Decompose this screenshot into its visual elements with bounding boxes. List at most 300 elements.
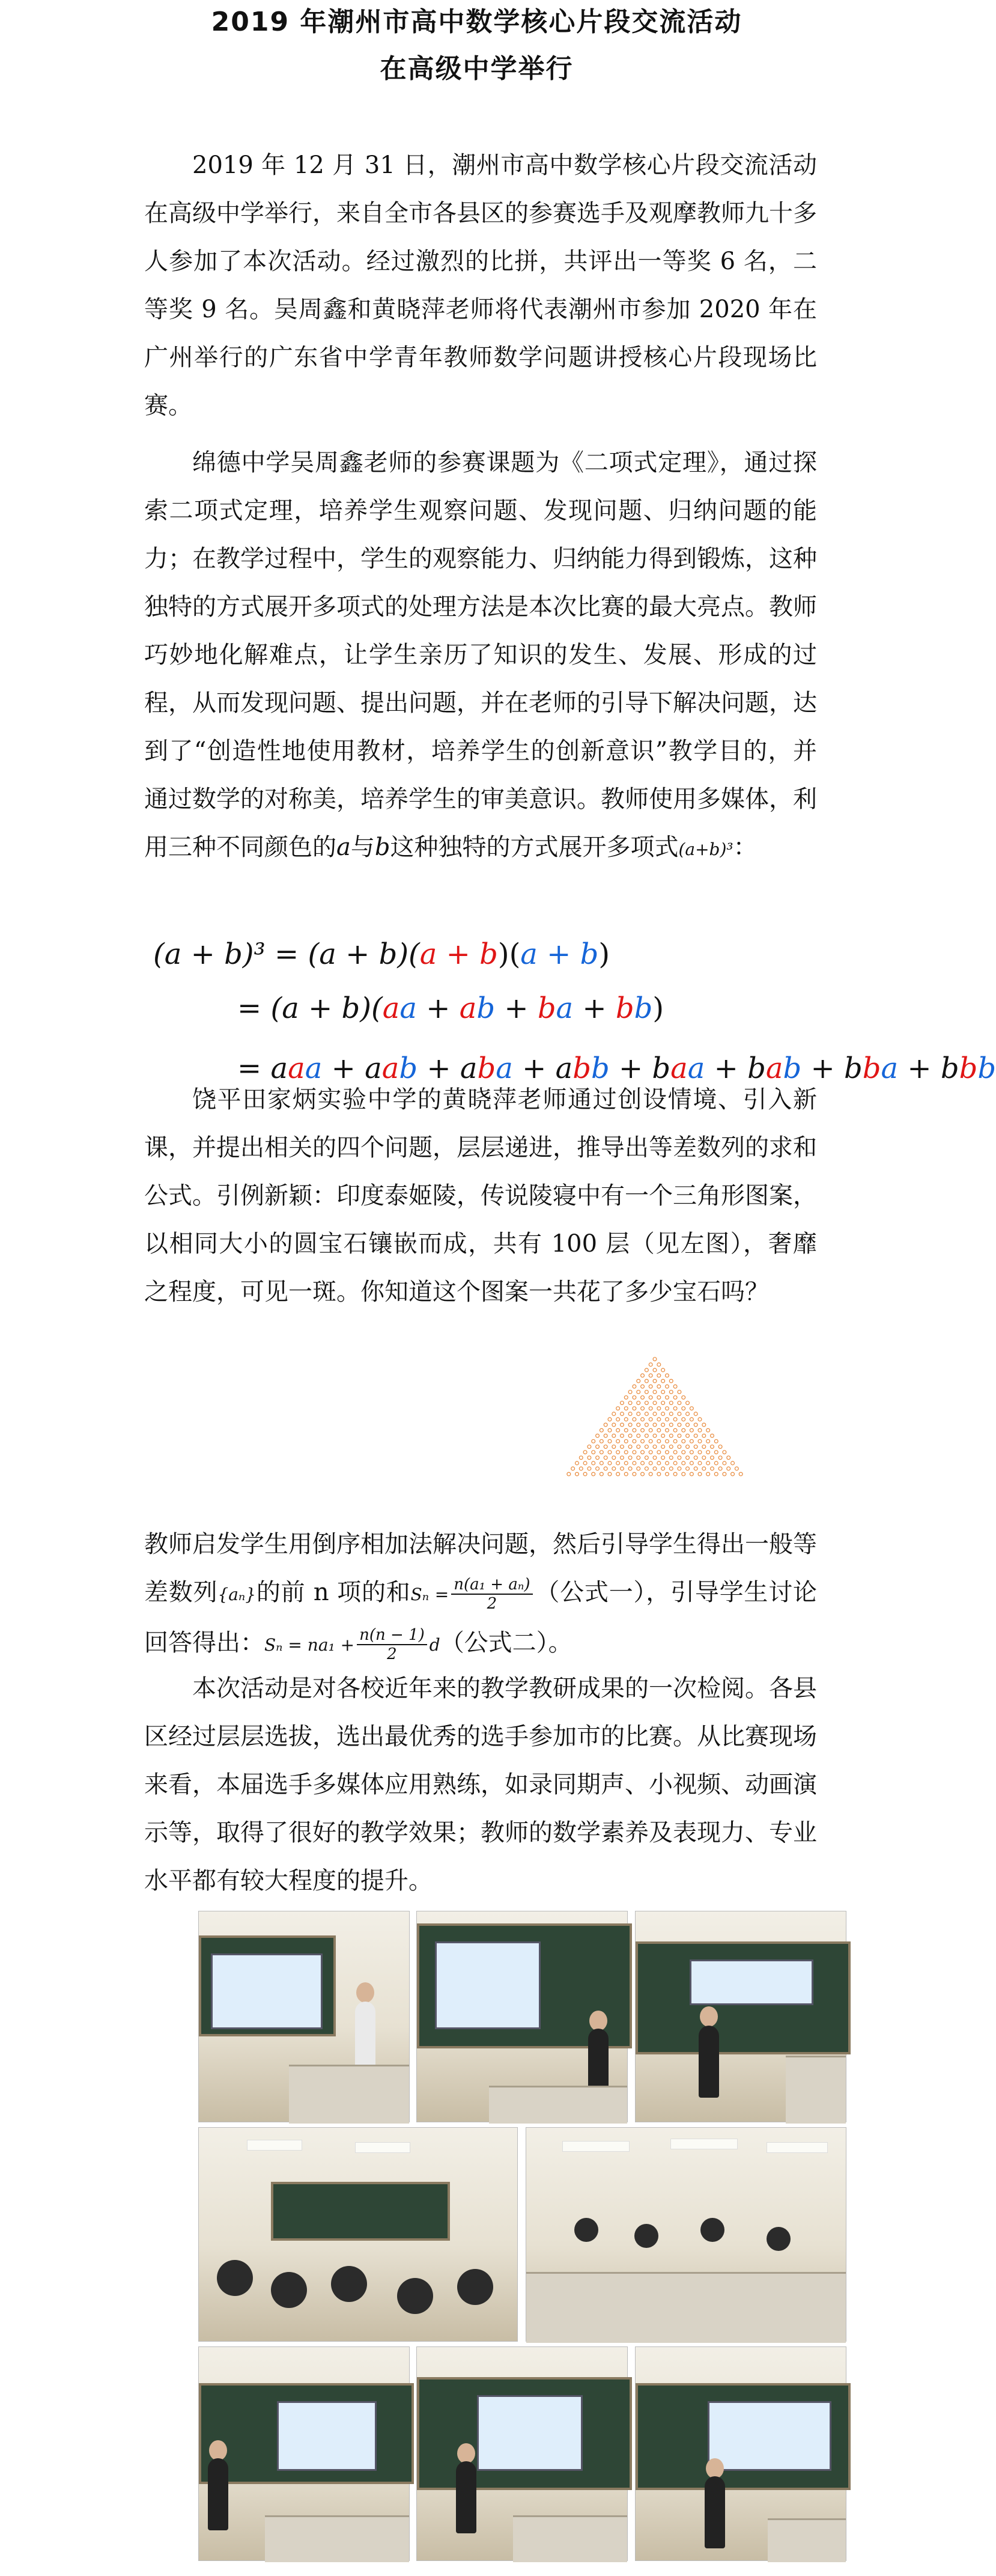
gem-circle: [690, 1428, 693, 1432]
gem-circle: [690, 1461, 693, 1465]
eq2-term-first: a: [382, 991, 400, 1025]
gem-circle: [682, 1428, 685, 1432]
gem-circle: [624, 1428, 628, 1432]
gem-circle: [682, 1440, 685, 1443]
gem-circle: [673, 1472, 677, 1476]
gem-circle: [641, 1440, 645, 1443]
eq3-letter: b: [399, 1052, 418, 1085]
gem-circle: [608, 1472, 612, 1476]
gem-circle: [706, 1451, 710, 1454]
gem-circle: [637, 1456, 640, 1460]
eq3-letter: b: [959, 1052, 978, 1085]
gem-circle: [604, 1434, 607, 1437]
gem-circle: [666, 1451, 669, 1454]
gem-circle: [612, 1423, 616, 1427]
gem-circle: [702, 1467, 706, 1470]
gem-circle: [739, 1472, 742, 1476]
gem-circle: [682, 1407, 685, 1410]
gem-circle: [653, 1423, 657, 1427]
gem-circle: [616, 1451, 620, 1454]
gem-circle: [653, 1412, 657, 1416]
gem-circle: [633, 1440, 636, 1443]
paragraph-summary: 本次活动是对各校近年来的教学教研成果的一次检阅。各县区经过层层选拔，选出最优秀的选手参加市的比赛。从比赛现场来看，本届选手多媒体应用熟练，如录同期声、小视频、动画演示等，取得了很好的教学效果；教师的数学素养及表现力、专业水平都有较大程度的提升。: [144, 1675, 817, 1895]
gem-circle: [600, 1428, 603, 1432]
eq2-lead: = (a + b)(: [237, 991, 383, 1025]
sequence-symbol: {aₙ}: [217, 1585, 257, 1604]
gem-circle: [604, 1456, 607, 1460]
gem-circle: [645, 1423, 648, 1427]
gem-circle: [666, 1407, 669, 1410]
gem-circle: [727, 1467, 730, 1470]
gem-circle: [649, 1440, 652, 1443]
gem-circle: [604, 1423, 607, 1427]
paragraph-binomial-rest: 这种独特的方式展开多项式: [390, 833, 679, 861]
gem-circle: [645, 1379, 648, 1383]
gem-circle: [596, 1445, 600, 1449]
gem-circle: [621, 1412, 624, 1416]
gem-circle: [661, 1445, 665, 1449]
gem-circle: [633, 1417, 636, 1421]
eq3-symbol: +: [618, 1052, 643, 1085]
gem-circle: [628, 1467, 632, 1470]
gem-circle: [649, 1417, 652, 1421]
gem-circle: [698, 1428, 702, 1432]
gem-circle: [727, 1456, 730, 1460]
gem-circle: [649, 1384, 652, 1388]
gem-circle: [678, 1401, 681, 1405]
gem-circle: [698, 1417, 702, 1421]
gem-circle: [723, 1451, 726, 1454]
eq3-letter: a: [881, 1052, 899, 1085]
eq3-letter: a: [765, 1052, 783, 1085]
gem-circle: [661, 1379, 665, 1383]
gem-circle: [604, 1445, 607, 1449]
gem-circle: [669, 1456, 673, 1460]
gem-circle: [714, 1451, 718, 1454]
gem-circle: [718, 1456, 722, 1460]
gem-circle: [666, 1374, 669, 1377]
gem-circle: [682, 1461, 685, 1465]
gem-circle: [666, 1472, 669, 1476]
gem-circle: [686, 1467, 690, 1470]
gem-circle: [678, 1412, 681, 1416]
gem-circle: [649, 1396, 652, 1399]
formula1-lhs: Sₙ =: [410, 1585, 449, 1604]
gem-circle: [678, 1467, 681, 1470]
eq3-letter: b: [572, 1052, 591, 1085]
gem-circle: [673, 1396, 677, 1399]
eq3-letter: b: [940, 1052, 959, 1085]
gem-circle: [706, 1428, 710, 1432]
gem-circle: [653, 1445, 657, 1449]
eq3-letter: a: [670, 1052, 688, 1085]
eq3-symbol: +: [522, 1052, 547, 1085]
gem-circle: [694, 1434, 697, 1437]
gem-circle: [588, 1456, 591, 1460]
gem-circle: [711, 1445, 714, 1449]
gem-circle: [649, 1461, 652, 1465]
eq1-blue-factor: a + b: [520, 937, 599, 971]
gem-circle: [711, 1467, 714, 1470]
gem-circle: [645, 1401, 648, 1405]
gem-circle: [621, 1434, 624, 1437]
gem-circle: [702, 1434, 706, 1437]
gem-circle: [702, 1423, 706, 1427]
formula-sum-text: 的前 n 项的和: [256, 1579, 411, 1606]
gem-circle: [633, 1407, 636, 1410]
gem-circle: [678, 1390, 681, 1394]
gem-circle: [669, 1390, 673, 1394]
gem-circle: [579, 1456, 583, 1460]
gem-circle: [661, 1401, 665, 1405]
gem-circle: [666, 1384, 669, 1388]
gem-circle: [673, 1417, 677, 1421]
gem-circle: [600, 1451, 603, 1454]
eq3-letter: b: [977, 1052, 996, 1085]
gem-circle: [657, 1440, 661, 1443]
gem-circle: [694, 1412, 697, 1416]
gem-circle: [657, 1384, 661, 1388]
gem-circle: [698, 1461, 702, 1465]
gem-circle: [616, 1440, 620, 1443]
gem-circle: [653, 1357, 657, 1361]
eq3-letter: b: [862, 1052, 881, 1085]
eq2-term-second: a: [399, 991, 417, 1025]
gem-circle: [567, 1472, 571, 1476]
eq3-symbol: [932, 1052, 941, 1085]
gem-circle: [673, 1407, 677, 1410]
paragraph-intro: 2019 年 12 月 31 日，潮州市高中数学核心片段交流活动在高级中学举行，来自全市各县区的参赛选手及观摩教师九十多人参加了本次活动。经过激烈的比拼，共评出一等奖 6 名，二等奖 9 名。吴周鑫和黄晓萍老师将代表潮州市参加 2020 年在广州举行的广东省中学青年教师数学问题讲授核心片段现场比赛。: [144, 151, 817, 419]
gem-circle: [653, 1456, 657, 1460]
eq3-symbol: +: [714, 1052, 738, 1085]
gem-circle: [641, 1417, 645, 1421]
formula1-denominator: 2: [487, 1595, 497, 1613]
gem-circle: [596, 1467, 600, 1470]
eq3-letter: b: [652, 1052, 671, 1085]
photo-classroom-5: [416, 2346, 628, 2561]
gem-circle: [653, 1368, 657, 1372]
gem-circle: [690, 1472, 693, 1476]
gem-circle: [637, 1379, 640, 1383]
eq3-letter: b: [783, 1052, 802, 1085]
gem-circle: [575, 1472, 579, 1476]
eq2-terms: [383, 991, 653, 1025]
gem-circle: [661, 1456, 665, 1460]
gem-circle: [633, 1451, 636, 1454]
gem-circle: [694, 1423, 697, 1427]
gem-circle: [592, 1472, 595, 1476]
gem-circle: [653, 1434, 657, 1437]
gem-circle: [731, 1472, 735, 1476]
gem-circle: [612, 1445, 616, 1449]
gem-circle: [641, 1374, 645, 1377]
gem-circle: [624, 1407, 628, 1410]
eq2-term-first: b: [537, 991, 556, 1025]
gem-circle: [711, 1456, 714, 1460]
gem-circle: [583, 1451, 587, 1454]
photo-classroom-4: [198, 2346, 410, 2561]
gem-circle: [657, 1374, 661, 1377]
gem-circle: [575, 1461, 579, 1465]
gem-circle: [592, 1461, 595, 1465]
gem-circle: [641, 1472, 645, 1476]
gem-circle: [653, 1390, 657, 1394]
gem-circle: [649, 1428, 652, 1432]
gem-circle: [682, 1396, 685, 1399]
gem-circle: [641, 1384, 645, 1388]
paragraph-formulas: [144, 1520, 817, 1669]
gem-circle: [616, 1472, 620, 1476]
gem-circle: [690, 1451, 693, 1454]
gem-circle: [616, 1461, 620, 1465]
gem-circle: [628, 1401, 632, 1405]
eq2-term-first: b: [615, 991, 634, 1025]
eq3-letter: b: [477, 1052, 496, 1085]
gem-circle: [731, 1461, 735, 1465]
gem-circle: [666, 1396, 669, 1399]
gem-circle: [628, 1412, 632, 1416]
gem-circle: [702, 1445, 706, 1449]
eq1-mid: )(: [497, 937, 521, 971]
eq3-letter: a: [687, 1052, 705, 1085]
gem-circle: [657, 1472, 661, 1476]
gem-circle: [706, 1472, 710, 1476]
gem-circle: [645, 1434, 648, 1437]
gem-circle: [641, 1407, 645, 1410]
gem-circle: [686, 1401, 690, 1405]
gem-circle: [633, 1396, 636, 1399]
gem-circle: [723, 1461, 726, 1465]
eq3-letter: a: [305, 1052, 323, 1085]
gem-circle: [637, 1445, 640, 1449]
gem-circle: [612, 1434, 616, 1437]
photo-classroom-3: [635, 1911, 846, 2122]
gem-circle: [583, 1472, 587, 1476]
gem-circle: [579, 1467, 583, 1470]
gem-circle: [694, 1456, 697, 1460]
gem-circle: [723, 1472, 726, 1476]
gem-circle: [702, 1456, 706, 1460]
eq3-letter: a: [460, 1052, 478, 1085]
gem-circle: [604, 1467, 607, 1470]
eq2-end: ): [652, 991, 664, 1025]
photo-classroom-6: [635, 2346, 846, 2561]
gem-circle: [686, 1434, 690, 1437]
gem-circle: [690, 1407, 693, 1410]
word-and: 与: [350, 833, 375, 861]
gem-circle: [669, 1434, 673, 1437]
gem-circle: [583, 1461, 587, 1465]
gem-circle: [624, 1396, 628, 1399]
gem-circle: [612, 1467, 616, 1470]
eq3-symbol: +: [907, 1052, 932, 1085]
eq1-lhs: (a + b)³ = (a + b)(: [153, 937, 420, 971]
gem-circle: [637, 1412, 640, 1416]
gem-circle: [661, 1390, 665, 1394]
gem-circle: [633, 1428, 636, 1432]
gem-circle: [571, 1467, 575, 1470]
eq2-term-first: a: [459, 991, 477, 1025]
gem-circle: [673, 1451, 677, 1454]
formula1-fraction: [451, 1576, 532, 1613]
gem-circle: [694, 1445, 697, 1449]
gem-circle: [649, 1363, 652, 1366]
gem-circle: [641, 1461, 645, 1465]
gem-circle: [637, 1423, 640, 1427]
eq3-letter: a: [555, 1052, 573, 1085]
eq3-symbol: +: [331, 1052, 356, 1085]
gem-circle: [686, 1423, 690, 1427]
gem-circle: [673, 1440, 677, 1443]
paragraph-binomial: [144, 439, 817, 874]
gem-circle: [669, 1379, 673, 1383]
eq2-term-second: a: [556, 991, 574, 1025]
gem-circle: [714, 1461, 718, 1465]
gem-circle: [653, 1401, 657, 1405]
gem-circle: [698, 1451, 702, 1454]
gem-circle: [649, 1407, 652, 1410]
gem-circle: [637, 1390, 640, 1394]
gem-circle: [621, 1401, 624, 1405]
gem-circle: [698, 1472, 702, 1476]
gem-circle: [678, 1423, 681, 1427]
gem-circle: [678, 1456, 681, 1460]
gem-circle: [698, 1440, 702, 1443]
paragraph-arithmetic: 饶平田家炳实验中学的黄晓萍老师通过创设情境、引入新课，并提出相关的四个问题，层层递进，推导出等差数列的求和公式。引例新颖：印度泰姬陵，传说陵寝中有一个三角形图案，以相同大小的圆宝石镶嵌而成，共有 100 层（见左图），奢靡之程度，可见一斑。你知道这个图案一共花了多少宝石吗？: [144, 1086, 817, 1306]
gem-circle: [735, 1467, 738, 1470]
gem-circle: [624, 1472, 628, 1476]
gem-circle: [624, 1440, 628, 1443]
eq3-symbol: =: [237, 1052, 262, 1085]
formula2-fraction: [357, 1626, 427, 1663]
gem-circle: [711, 1434, 714, 1437]
formula-mid-text: （公式一），引导学生讨论回答得出：: [144, 1579, 818, 1657]
gem-circle: [669, 1445, 673, 1449]
equation-line-1: [153, 937, 610, 971]
gem-circle: [666, 1440, 669, 1443]
photo-audience-2: [526, 2127, 846, 2342]
gem-circle: [649, 1451, 652, 1454]
gem-circle: [592, 1451, 595, 1454]
gem-circle: [637, 1467, 640, 1470]
formula2-lhs: Sₙ = na₁ +: [264, 1635, 355, 1655]
eq3-symbol: [898, 1052, 907, 1085]
eq3-letter: b: [747, 1052, 766, 1085]
photo-classroom-2: [416, 1911, 628, 2122]
gem-circle: [633, 1461, 636, 1465]
article-subtitle: 在高级中学举行: [380, 53, 574, 84]
gem-circle: [714, 1472, 718, 1476]
gem-circle: [608, 1461, 612, 1465]
gem-circle: [645, 1390, 648, 1394]
eq3-letter: a: [365, 1052, 382, 1085]
gem-circle: [645, 1445, 648, 1449]
gem-circle: [612, 1412, 616, 1416]
gem-circle: [653, 1467, 657, 1470]
eq3-letter: b: [844, 1052, 863, 1085]
gem-circle: [657, 1417, 661, 1421]
gem-circle: [596, 1434, 600, 1437]
gem-circle: [633, 1384, 636, 1388]
gem-circle: [718, 1467, 722, 1470]
eq3-symbol: +: [810, 1052, 835, 1085]
gem-circle: [628, 1445, 632, 1449]
gem-circle: [649, 1472, 652, 1476]
gem-circle: [653, 1379, 657, 1383]
plus-sign: +: [573, 991, 616, 1025]
gem-circle: [666, 1428, 669, 1432]
gem-circle: [718, 1445, 722, 1449]
gem-circle: [608, 1417, 612, 1421]
eq3-letter: a: [496, 1052, 513, 1085]
gem-circle: [600, 1472, 603, 1476]
gem-circle: [624, 1461, 628, 1465]
gem-circle: [600, 1440, 603, 1443]
gem-circle: [641, 1428, 645, 1432]
gem-circle: [621, 1423, 624, 1427]
gem-circle: [669, 1423, 673, 1427]
plus-sign: +: [495, 991, 538, 1025]
gem-circle: [637, 1434, 640, 1437]
gem-circle: [686, 1456, 690, 1460]
gem-circle: [661, 1467, 665, 1470]
triangle-gem-figure: [565, 1355, 745, 1478]
gem-circle: [694, 1467, 697, 1470]
gem-circle: [645, 1412, 648, 1416]
gem-circle: [661, 1368, 665, 1372]
gem-circle: [608, 1440, 612, 1443]
gem-circle: [706, 1440, 710, 1443]
gem-circle: [682, 1417, 685, 1421]
gem-circle: [628, 1390, 632, 1394]
gem-circle: [657, 1428, 661, 1432]
gem-circle: [666, 1461, 669, 1465]
gem-circle: [616, 1407, 620, 1410]
formula-lead: 教师启发学生用倒序相加法解决问题，然后引导学生得出一般等差数列: [144, 1530, 817, 1606]
photo-classroom-1: [198, 1911, 410, 2122]
gem-circle: [616, 1428, 620, 1432]
binomial-expr: (a+b)³: [678, 839, 733, 859]
eq3-symbol: [835, 1052, 844, 1085]
gem-circle: [645, 1456, 648, 1460]
gem-circle: [621, 1445, 624, 1449]
eq3-letter: a: [270, 1052, 288, 1085]
gem-circle: [690, 1440, 693, 1443]
gem-circle: [657, 1396, 661, 1399]
gem-circle: [666, 1417, 669, 1421]
article-title: 2019 年潮州市高中数学核心片段交流活动: [211, 7, 742, 37]
gem-circle: [608, 1451, 612, 1454]
gem-circle: [690, 1417, 693, 1421]
paragraph-binomial-text: 绵德中学吴周鑫老师的参赛课题为《二项式定理》，通过探索二项式定理，培养学生观察问题、发现问题、归纳问题的能力；在教学过程中，学生的观察能力、归纳能力得到锻炼，这种独特的方式展开多项式的处理方法是本次比赛的最大亮点。教师巧妙地化解难点，让学生亲历了知识的发生、发展、形成的过程，从而发现问题、提出问题，并在老师的引导下解决问题，达到了“创造性地使用教材，培养学生的创新意识”教学目的，并通过数学的对称美，培养学生的审美意识。教师使用多媒体，利用三种不同颜色的: [144, 449, 817, 861]
gem-circle: [669, 1401, 673, 1405]
gem-circle: [661, 1412, 665, 1416]
gem-circle: [641, 1396, 645, 1399]
formula2-d: d: [429, 1635, 440, 1655]
gem-circle: [669, 1412, 673, 1416]
gem-circle: [600, 1461, 603, 1465]
gem-circle: [608, 1428, 612, 1432]
plus-sign: +: [416, 991, 460, 1025]
gem-circle: [673, 1428, 677, 1432]
formula-end-text: （公式二）。: [440, 1629, 572, 1657]
gem-circle: [628, 1456, 632, 1460]
eq2-term-second: b: [634, 991, 653, 1025]
gem-circle: [657, 1363, 661, 1366]
gem-circle: [649, 1374, 652, 1377]
gem-circle: [624, 1451, 628, 1454]
gem-circle: [678, 1445, 681, 1449]
